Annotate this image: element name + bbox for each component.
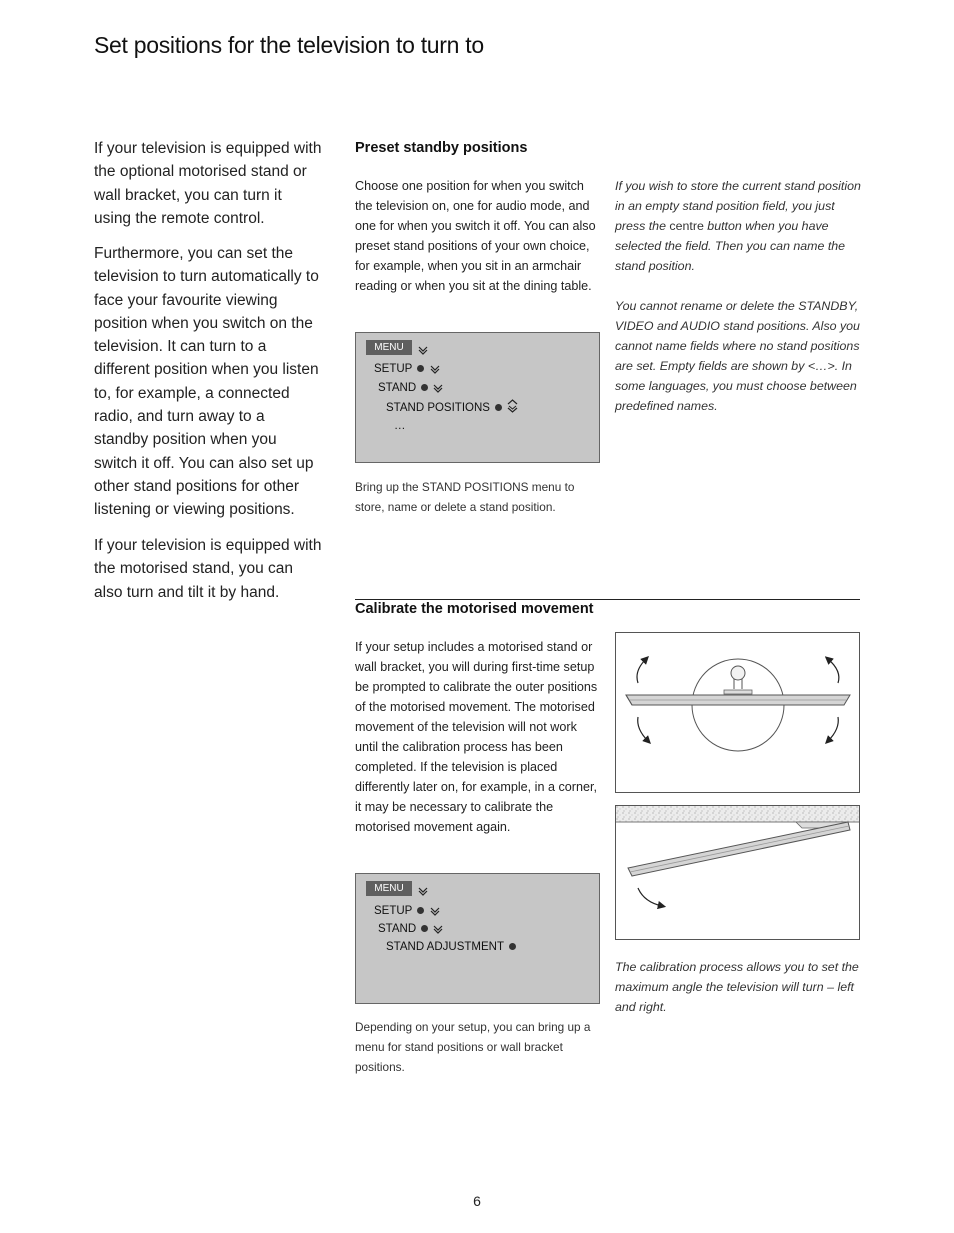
wall-bracket-illustration <box>615 805 860 940</box>
chevron-down-icon <box>433 925 443 934</box>
menu-line-ellipsis: … <box>394 420 406 432</box>
intro-paragraph-1: If your television is equipped with the optional motorised stand or wall bracket, you can turn it using the remote control. <box>94 140 322 227</box>
motorised-stand-illustration <box>615 632 860 793</box>
calibration-caption: The calibration process allows you to set the maximum angle the television will turn – left and right. <box>615 960 859 1014</box>
chevron-up-down-icon <box>507 399 518 413</box>
dot-icon <box>495 404 502 411</box>
intro-paragraph-3: If your television is equipped with the motorised stand, you can also turn and tilt it by hand. <box>94 537 322 601</box>
page-title: Set positions for the television to turn to <box>94 32 484 58</box>
chevron-down-icon <box>418 887 428 896</box>
intro-paragraph-2: Furthermore, you can set the television to turn automatically to face your favourite viewing position when you switch on the television. It can turn to a different position when you listen to, for example, a connected radio, and turn away to a standby position when you switch it off. You can also set up other stand positions for other listening or viewing positions. <box>94 245 319 519</box>
stand-adjustment-menu <box>355 873 600 1004</box>
preset-note-1: If you wish to store the current stand position in an empty stand position field, you just press the centre button when you have selected the field. Then you can name the stand position. <box>615 179 861 273</box>
section-divider <box>355 599 860 600</box>
menu-tag: MENU <box>366 340 412 355</box>
menu-tag: MENU <box>366 881 412 896</box>
dot-icon <box>417 907 424 914</box>
stand-positions-menu <box>355 332 600 463</box>
chevron-down-icon <box>430 907 440 916</box>
menu-line-setup: SETUP <box>374 904 440 918</box>
menu-line-stand: STAND <box>378 922 443 936</box>
dot-icon <box>421 384 428 391</box>
calibrate-body: If your setup includes a motorised stand or wall bracket, you will during first-time setup be prompted to calibrate the outer positions of the motorised movement. The motorised movement of the television will not work until the calibration process has been completed. If the television is placed differently later on, for example, in a corner, it may be necessary to calibrate the motorised movement again. <box>355 640 598 834</box>
menu-line-stand-adjustment: STAND ADJUSTMENT <box>386 940 516 954</box>
chevron-down-icon <box>418 346 428 355</box>
dot-icon <box>421 925 428 932</box>
calibrate-heading: Calibrate the motorised movement <box>355 601 594 617</box>
page-number: 6 <box>473 1193 481 1209</box>
stand-positions-caption: Bring up the STAND POSITIONS menu to store, name or delete a stand position. <box>355 480 575 514</box>
preset-heading: Preset standby positions <box>355 140 528 156</box>
menu-line-stand-positions: STAND POSITIONS <box>386 399 518 415</box>
preset-note-2: You cannot rename or delete the STANDBY, VIDEO and AUDIO stand positions. Also you cannot name fields where no stand positions are set. Empty fields are shown by <…>. In some languages, you must choose between predefined names. <box>615 299 860 413</box>
stand-adjustment-caption: Depending on your setup, you can bring up a menu for stand positions or wall bracket positions. <box>355 1020 591 1074</box>
preset-body: Choose one position for when you switch the television on, one for audio mode, and one for when you switch it off. You can also preset stand positions of your own choice, for example, when you sit in an armchair reading or when you sit at the dining table. <box>355 179 596 293</box>
menu-line-setup: SETUP <box>374 362 440 376</box>
dot-icon <box>509 943 516 950</box>
centre-key-label: centre <box>669 219 704 233</box>
chevron-down-icon <box>430 365 440 374</box>
chevron-down-icon <box>433 384 443 393</box>
menu-line-stand: STAND <box>378 381 443 395</box>
dot-icon <box>417 365 424 372</box>
